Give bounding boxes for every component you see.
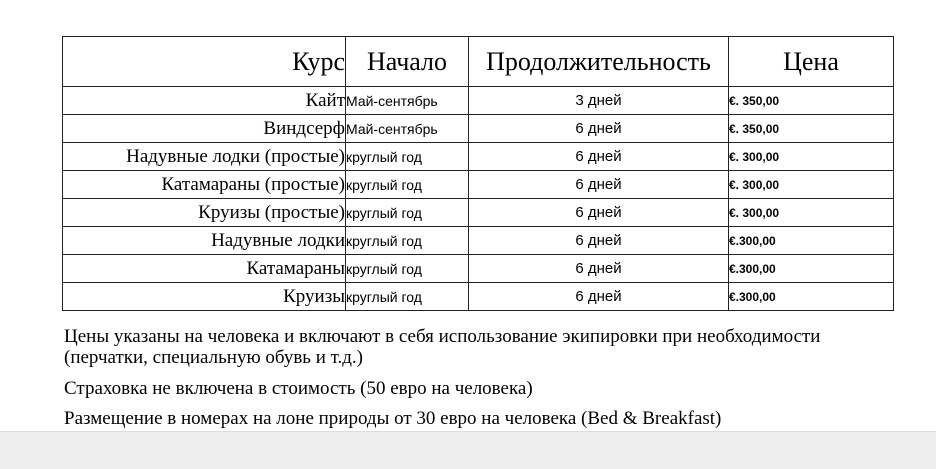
duration-cell: 6 дней [469, 171, 729, 199]
header-price: Цена [729, 37, 894, 87]
duration-cell: 6 дней [469, 143, 729, 171]
start-cell: круглый год [346, 199, 469, 227]
header-start: Начало [346, 37, 469, 87]
note-insurance: Страховка не включена в стоимость (50 евро на человека) [64, 378, 533, 399]
table-row [63, 87, 894, 115]
start-cell: круглый год [346, 143, 469, 171]
note-equipment: Цены указаны на человека и включают в себя использование экипировки при необходимости (перчатки, специальную обувь и т.д.) [64, 326, 821, 368]
start-cell: круглый год [346, 171, 469, 199]
table-row [63, 199, 894, 227]
price-cell: €. 300,00 [729, 199, 894, 227]
table-row [63, 143, 894, 171]
table-header-row [63, 37, 894, 87]
bottom-overlay-bar [0, 431, 936, 469]
duration-cell: 6 дней [469, 115, 729, 143]
course-cell: Надувные лодки [63, 227, 346, 255]
price-cell: €. 350,00 [729, 87, 894, 115]
duration-cell: 3 дней [469, 87, 729, 115]
duration-cell: 6 дней [469, 227, 729, 255]
price-cell: €. 300,00 [729, 171, 894, 199]
table-row [63, 283, 894, 311]
course-cell: Катамараны (простые) [63, 171, 346, 199]
start-cell: круглый год [346, 227, 469, 255]
start-cell: круглый год [346, 283, 469, 311]
duration-cell: 6 дней [469, 283, 729, 311]
price-cell: €.300,00 [729, 283, 894, 311]
course-cell: Кайт [63, 87, 346, 115]
course-cell: Надувные лодки (простые) [63, 143, 346, 171]
price-table [62, 36, 894, 311]
duration-cell: 6 дней [469, 199, 729, 227]
duration-cell: 6 дней [469, 255, 729, 283]
table-row [63, 171, 894, 199]
price-cell: €.300,00 [729, 255, 894, 283]
header-duration: Продолжительность [469, 37, 729, 87]
start-cell: Май-сентябрь [346, 115, 469, 143]
price-cell: €.300,00 [729, 227, 894, 255]
course-cell: Виндсерф [63, 115, 346, 143]
table-row [63, 115, 894, 143]
start-cell: круглый год [346, 255, 469, 283]
course-cell: Катамараны [63, 255, 346, 283]
table-row [63, 255, 894, 283]
course-cell: Круизы [63, 283, 346, 311]
header-course: Курс [63, 37, 346, 87]
table-row [63, 227, 894, 255]
course-cell: Круизы (простые) [63, 199, 346, 227]
start-cell: Май-сентябрь [346, 87, 469, 115]
price-cell: €. 300,00 [729, 143, 894, 171]
note-accommodation: Размещение в номерах на лоне природы от 30 евро на человека (Bed & Breakfast) [64, 408, 722, 429]
price-cell: €. 350,00 [729, 115, 894, 143]
